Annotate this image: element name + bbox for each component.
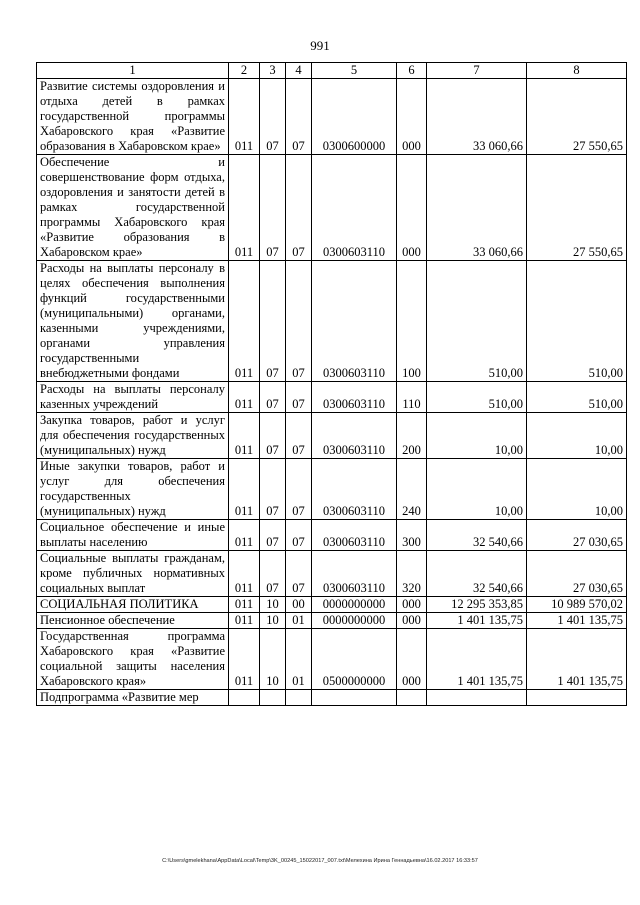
code-cell: 07 [286,155,312,261]
amount-cell: 32 540,66 [427,520,527,551]
amount-cell: 32 540,66 [427,551,527,597]
column-header: 6 [397,63,427,79]
table-header-row [37,63,627,79]
table-row [37,690,627,706]
table-body [37,79,627,706]
code-cell: 0000000000 [312,613,397,629]
column-header: 1 [37,63,229,79]
row-name-cell: Расходы на выплаты персоналу в целях обеспечения выполнения функций государственными (муниципальными) органами, казенными учреждениями, органами управления государственными внебюджетными фондами [37,261,229,382]
code-cell: 0500000000 [312,629,397,690]
code-cell: 0300600000 [312,79,397,155]
row-name-cell: Иные закупки товаров, работ и услуг для обеспечения государственных (муниципальных) нужд [37,459,229,520]
code-cell: 07 [286,459,312,520]
code-cell: 011 [229,613,260,629]
code-cell: 011 [229,551,260,597]
row-name-cell: Социальное обеспечение и иные выплаты населению [37,520,229,551]
code-cell [312,690,397,706]
row-name-cell: Закупка товаров, работ и услуг для обеспечения государственных (муниципальных) нужд [37,413,229,459]
code-cell: 200 [397,413,427,459]
row-name-cell: Развитие системы оздоровления и отдыха детей в рамках государственной программы Хабаровского края «Развитие образования в Хабаровском крае» [37,79,229,155]
amount-cell: 10 989 570,02 [527,597,627,613]
amount-cell: 1 401 135,75 [427,613,527,629]
amount-cell: 10,00 [527,459,627,520]
column-header: 8 [527,63,627,79]
amount-cell: 510,00 [427,382,527,413]
table-row [37,459,627,520]
table-row [37,155,627,261]
code-cell: 01 [286,613,312,629]
amount-cell: 33 060,66 [427,79,527,155]
row-name-cell: СОЦИАЛЬНАЯ ПОЛИТИКА [37,597,229,613]
code-cell: 01 [286,629,312,690]
amount-cell: 1 401 135,75 [427,629,527,690]
row-name-cell: Государственная программа Хабаровского края «Развитие социальной защиты населения Хабаровского края» [37,629,229,690]
code-cell: 300 [397,520,427,551]
code-cell: 07 [286,413,312,459]
code-cell: 07 [286,520,312,551]
code-cell: 0300603110 [312,261,397,382]
page-number: 991 [310,38,330,53]
amount-cell: 510,00 [427,261,527,382]
code-cell: 011 [229,629,260,690]
code-cell: 07 [260,155,286,261]
code-cell: 07 [286,261,312,382]
code-cell: 07 [286,551,312,597]
code-cell: 07 [286,79,312,155]
code-cell: 011 [229,261,260,382]
amount-cell [527,690,627,706]
code-cell [286,690,312,706]
code-cell: 10 [260,613,286,629]
amount-cell: 10,00 [527,413,627,459]
code-cell: 240 [397,459,427,520]
amount-cell: 510,00 [527,261,627,382]
code-cell: 011 [229,520,260,551]
code-cell: 011 [229,597,260,613]
amount-cell: 12 295 353,85 [427,597,527,613]
amount-cell: 10,00 [427,459,527,520]
code-cell: 07 [260,79,286,155]
table-row [37,613,627,629]
column-header: 7 [427,63,527,79]
row-name-cell: Социальные выплаты гражданам, кроме публичных нормативных социальных выплат [37,551,229,597]
table-row [37,261,627,382]
table-row [37,413,627,459]
amount-cell: 10,00 [427,413,527,459]
code-cell: 0300603110 [312,382,397,413]
code-cell: 0300603110 [312,551,397,597]
code-cell: 0300603110 [312,413,397,459]
code-cell: 011 [229,459,260,520]
amount-cell [427,690,527,706]
code-cell [397,690,427,706]
amount-cell: 510,00 [527,382,627,413]
table-row [37,597,627,613]
table-row [37,629,627,690]
code-cell: 07 [260,520,286,551]
code-cell: 000 [397,155,427,261]
code-cell: 0000000000 [312,597,397,613]
row-name-cell: Обеспечение и совершенствование форм отдыха, оздоровления и занятости детей в рамках государственной программы Хабаровского края «Развитие образования в Хабаровском крае» [37,155,229,261]
code-cell: 000 [397,629,427,690]
code-cell: 011 [229,155,260,261]
row-name-cell: Пенсионное обеспечение [37,613,229,629]
amount-cell: 1 401 135,75 [527,613,627,629]
code-cell: 10 [260,629,286,690]
file-path-footer: C:\Users\gmelekhana\AppData\Local\Temp\3K_00245_15022017_007.txt\Мелехина Ирина Геннадьевна\16.02.2017 16:33:57 [162,858,478,864]
code-cell: 011 [229,382,260,413]
amount-cell: 27 030,65 [527,551,627,597]
table-row [37,551,627,597]
amount-cell: 27 030,65 [527,520,627,551]
code-cell: 07 [260,551,286,597]
column-header: 2 [229,63,260,79]
code-cell: 000 [397,613,427,629]
budget-table [36,62,627,706]
code-cell: 0300603110 [312,155,397,261]
code-cell: 000 [397,597,427,613]
column-header: 3 [260,63,286,79]
amount-cell: 27 550,65 [527,79,627,155]
code-cell: 110 [397,382,427,413]
code-cell [260,690,286,706]
code-cell: 320 [397,551,427,597]
table-row [37,79,627,155]
code-cell: 011 [229,79,260,155]
code-cell: 0300603110 [312,520,397,551]
code-cell: 10 [260,597,286,613]
code-cell: 07 [260,382,286,413]
code-cell: 07 [260,459,286,520]
amount-cell: 1 401 135,75 [527,629,627,690]
code-cell: 100 [397,261,427,382]
code-cell: 07 [260,413,286,459]
code-cell: 07 [260,261,286,382]
code-cell: 0300603110 [312,459,397,520]
amount-cell: 27 550,65 [527,155,627,261]
row-name-cell: Подпрограмма «Развитие мер [37,690,229,706]
code-cell: 07 [286,382,312,413]
code-cell: 000 [397,79,427,155]
table-row [37,382,627,413]
column-header: 5 [312,63,397,79]
column-header: 4 [286,63,312,79]
amount-cell: 33 060,66 [427,155,527,261]
code-cell [229,690,260,706]
table-row [37,520,627,551]
code-cell: 011 [229,413,260,459]
row-name-cell: Расходы на выплаты персоналу казенных учреждений [37,382,229,413]
code-cell: 00 [286,597,312,613]
